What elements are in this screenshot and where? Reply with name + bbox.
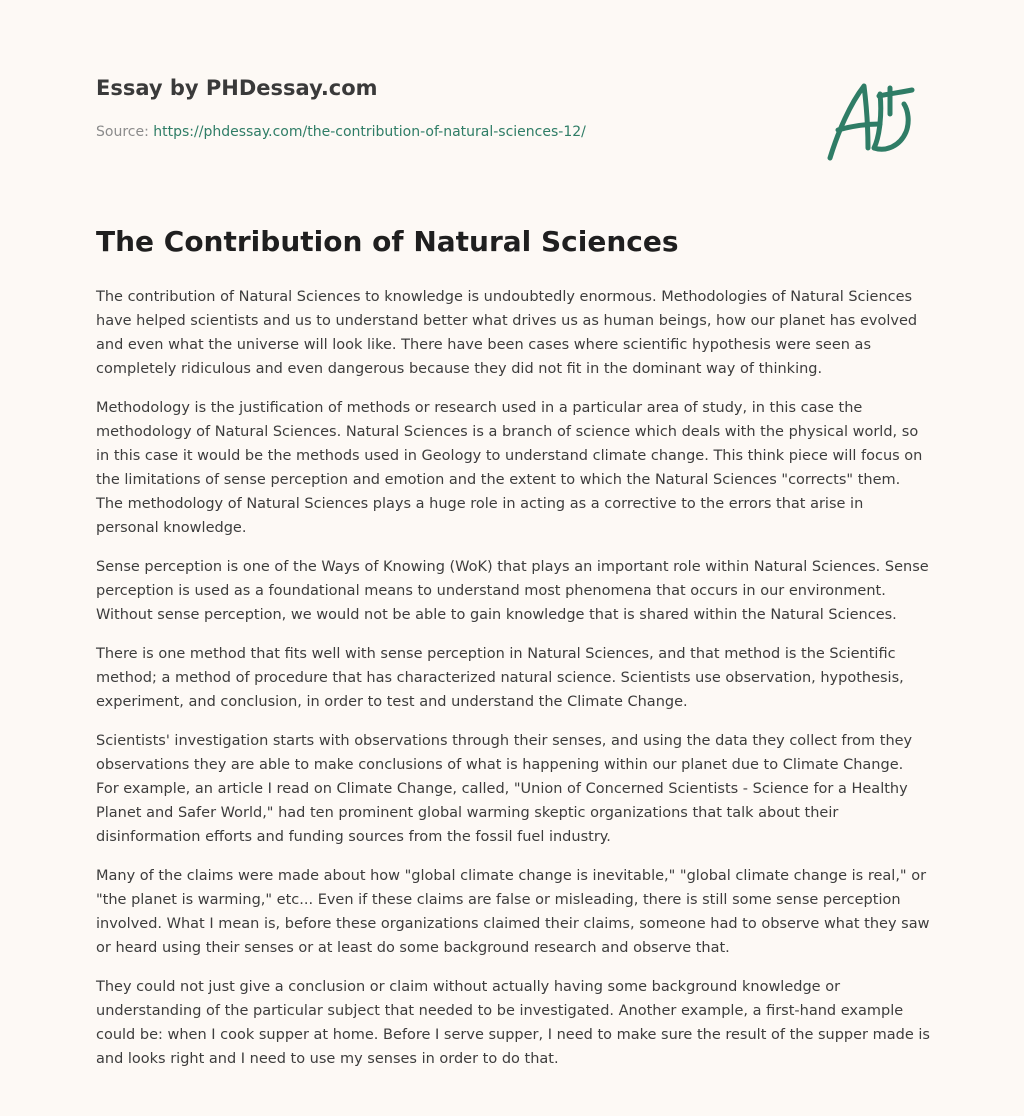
essay-paragraph: Methodology is the justification of methods or research used in a particular area of study, in this case the methodology of Natural Sciences. Natural Sciences is a branch of science which deals with the physical world, so in this case it would be the methods used in Geology to understand climate change. This think piece will focus on the limitations of sense perception and emotion and the extent to which the Natural Sciences "corrects" them. The methodology of Natural Sciences plays a huge role in acting as a corrective to the errors that arise in personal knowledge. bbox=[96, 400, 923, 536]
essay-paragraph: Many of the claims were made about how "global climate change is inevitable," "global climate change is real," or "the planet is warming," etc... Even if these claims are false or misleading, there is still some sense perception involved. What I mean is, before these organizations claimed their claims, someone had to observe what they saw or heard using their senses or at least do some background research and observe that. bbox=[96, 868, 930, 956]
essay-paragraph: Sense perception is one of the Ways of Knowing (WoK) that plays an important role within Natural Sciences. Sense perception is used as a foundational means to understand most phenomena that occurs in our environment. Without sense perception, we would not be able to gain knowledge that is shared within the Natural Sciences. bbox=[96, 559, 929, 623]
essay-body bbox=[96, 285, 930, 1086]
essay-title: The Contribution of Natural Sciences bbox=[96, 225, 679, 258]
site-title: Essay by PHDessay.com bbox=[96, 76, 378, 100]
essay-paragraph: Scientists' investigation starts with observations through their senses, and using the data they collect from they observations they are able to make conclusions of what is happening within our planet due to Climate Change. For example, an article I read on Climate Change, called, "Union of Concerned Scientists - Science for a Healthy Planet and Safer World," had ten prominent global warming skeptic organizations that talk about their disinformation efforts and funding sources from the fossil fuel industry. bbox=[96, 733, 913, 845]
source-line bbox=[96, 124, 586, 140]
essay-paragraph: There is one method that fits well with sense perception in Natural Sciences, and that method is the Scientific method; a method of procedure that has characterized natural science. Scientists use observation, hypothesis, experiment, and conclusion, in order to test and understand the Climate Change. bbox=[96, 646, 904, 710]
source-link[interactable]: https://phdessay.com/the-contribution-of-natural-sciences-12/ bbox=[153, 124, 586, 140]
source-label: Source: bbox=[96, 124, 149, 140]
essay-paragraph: They could not just give a conclusion or claim without actually having some background knowledge or understanding of the particular subject that needed to be investigated. Another example, a first-hand example could be: when I cook supper at home. Before I serve supper, I need to make sure the result of the supper made is and looks right and I need to use my senses in order to do that. bbox=[96, 979, 930, 1067]
essay-paragraph: The contribution of Natural Sciences to knowledge is undoubtedly enormous. Methodologies of Natural Sciences have helped scientists and us to understand better what drives us as human beings, how our planet has evolved and even what the universe will look like. There have been cases where scientific hypothesis were seen as completely ridiculous and even dangerous because they did not fit in the dominant way of thinking. bbox=[96, 289, 918, 377]
a-plus-grade-icon bbox=[824, 66, 924, 166]
